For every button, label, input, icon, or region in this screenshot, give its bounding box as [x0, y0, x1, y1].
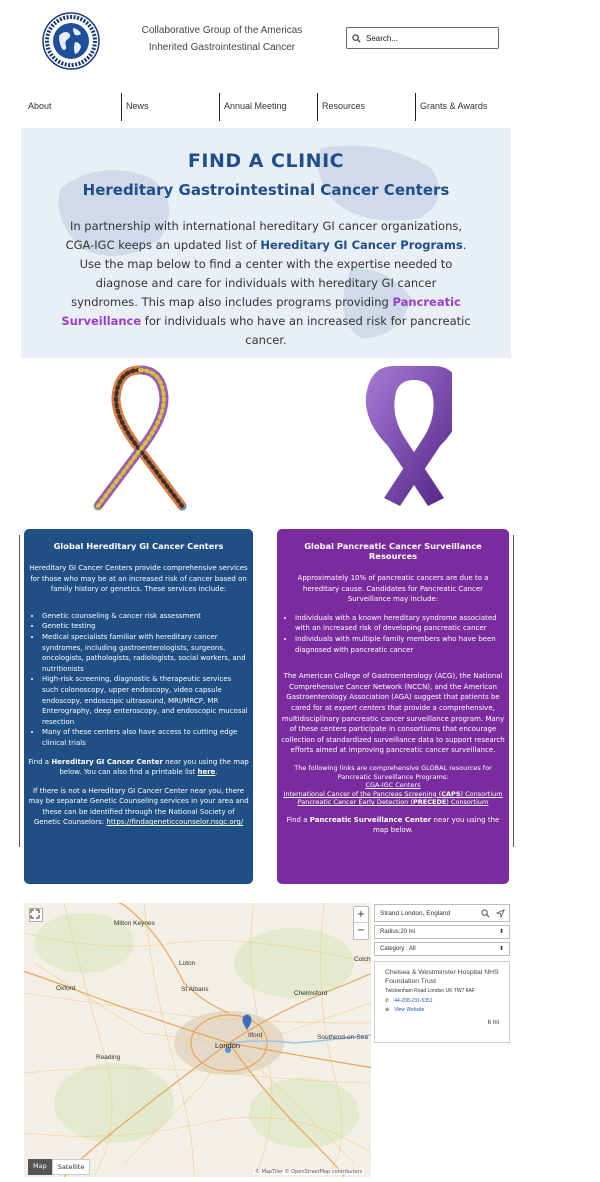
zoom-in-button[interactable]: +: [354, 907, 368, 923]
panc-card-intro: Approximately 10% of pancreatic cancers are due to a hereditary cause. Candidates for Pancreatic Cancer Surveillance may include:: [297, 574, 489, 604]
hero-text-3: for individuals who have an increased risk for pancreatic cancer.: [141, 314, 471, 347]
multicolor-awareness-ribbon-image: [72, 362, 208, 514]
panc-acg-text: [281, 671, 505, 756]
precede-link-text-a: Pancreatic Cancer Early Detection (: [297, 798, 414, 807]
gi-services-list: [28, 611, 249, 749]
globe-icon: ⊕: [385, 1007, 390, 1014]
map-label-st-albans: St Albans: [181, 986, 209, 993]
list-item: • Individuals with a known hereditary syndrome associated with an increased risk of developing pancreatic cancer: [295, 613, 505, 634]
panc-acg-text-1: The American College of Gastroenterology (ACG), the National Comprehensive Cancer Network (NCCN), and the American Gastroenterology Association (AGA) suggest that patients be cared for at: [283, 672, 503, 712]
gi-find-bold: Hereditary GI Cancer Center: [51, 757, 163, 766]
pancreatic-surveillance-card: [277, 529, 509, 884]
cga-igc-logo[interactable]: [42, 12, 100, 70]
hero-highlight-gi-programs: Hereditary GI Cancer Programs: [260, 238, 463, 252]
nav-grants-awards[interactable]: Grants & Awards: [420, 101, 488, 111]
hero-section: [21, 128, 511, 358]
fullscreen-button[interactable]: [29, 908, 43, 922]
purple-pancreatic-ribbon-image: [336, 362, 452, 512]
caps-link-text-b: CAPS: [441, 789, 461, 798]
map-type-satellite-button[interactable]: Satellite: [52, 1159, 91, 1175]
nav-annual-meeting[interactable]: Annual Meeting: [220, 93, 318, 121]
phone-icon: ✆: [385, 998, 390, 1005]
select-arrows-icon: ⬍: [498, 946, 504, 952]
map-type-map-button[interactable]: Map: [28, 1159, 52, 1175]
list-item: • Individuals with multiple family members who have been diagnosed with pancreatic cancer: [295, 634, 505, 655]
panc-candidates-list: [281, 613, 505, 655]
main-nav: [24, 93, 514, 121]
caps-link-text-c: ) Consortium: [460, 789, 503, 798]
map-label-oxford: Oxford: [56, 985, 76, 992]
nav-news[interactable]: News: [122, 93, 220, 121]
precede-consortium-link[interactable]: [281, 798, 505, 807]
gi-gc-text: If there is not a Hereditary GI Cancer Center near you, there may be separate Genetic Counseling services in your area and these can be identified through the National Society of Genetic Counselors:: [28, 786, 249, 827]
location-search-box[interactable]: [374, 904, 510, 922]
clinic-distance: 6 mi: [487, 1020, 499, 1026]
search-icon[interactable]: [481, 909, 490, 918]
hero-description: [61, 217, 471, 350]
radius-value: Radius:20 mi: [380, 929, 416, 935]
list-item: • Medical specialists familiar with hereditary cancer syndromes, including gastroenterologists, surgeons, oncologists, pathologists, radiologists, social workers, and nutritionists: [42, 632, 249, 674]
panc-acg-text-2: that provide a comprehensive, multidisciplinary pancreatic cancer surveillance program. Many of these centers participate in consortiums that encourage collection of standardized surveillance data to support research efforts aimed at improving pancreatic cancer surveillance.: [281, 703, 505, 755]
clinic-website-row[interactable]: [385, 1007, 499, 1013]
clinic-phone[interactable]: 44-208-231-5351: [394, 998, 433, 1005]
clinic-map[interactable]: [24, 903, 371, 1177]
panc-find-text-2: near you using the map below.: [372, 815, 500, 835]
search-icon: [352, 34, 361, 43]
gi-find-text-3: .: [215, 768, 218, 777]
org-name-line-2: Inherited Gastrointestinal Cancer: [148, 42, 296, 53]
panc-find-bold: Pancreatic Surveillance Center: [309, 815, 432, 824]
clinic-website-link[interactable]: View Website: [394, 1007, 425, 1014]
map-label-southend: Southend-on-Sea: [317, 1034, 368, 1041]
hero-text-1: In partnership with international hereditary GI cancer organizations, CGA-IGC keeps an updated list of: [65, 219, 463, 252]
clinic-address: Twickenham Road London UK TW7 6AF: [385, 988, 475, 995]
zoom-out-button[interactable]: −: [356, 925, 366, 936]
map-attribution: © MapTiler © OpenStreetMap contributors: [255, 1169, 363, 1175]
page-subtitle: Hereditary Gastrointestinal Cancer Centers: [82, 181, 450, 199]
locate-me-icon[interactable]: [496, 909, 505, 918]
panc-find-text: [281, 815, 505, 836]
clinic-result-item[interactable]: [374, 961, 510, 1043]
gi-find-text: [28, 757, 249, 778]
caps-consortium-link[interactable]: [281, 790, 505, 799]
caps-link-text-a: International Cancer of the Pancreas Screening (: [283, 789, 442, 798]
page-title: FIND A CLINIC: [187, 150, 345, 172]
gi-card-intro: Hereditary GI Cancer Centers provide comprehensive services for those who may be at an increased risk of cancer based on family history or genetics. These services include:: [29, 564, 248, 594]
list-item: • Genetic counseling & cancer risk assessment: [42, 611, 249, 622]
gi-card-title: Global Hereditary GI Cancer Centers: [53, 541, 224, 551]
search-box[interactable]: [346, 27, 499, 49]
list-item: • Genetic testing: [42, 621, 249, 632]
panc-find-text-1: Find a: [286, 815, 310, 824]
search-input[interactable]: [366, 34, 486, 43]
map-label-ilford: Ilford: [248, 1032, 263, 1039]
panc-links-intro: The following links are comprehensive GLOBAL resources for Pancreatic Surveillance Programs:: [294, 763, 492, 781]
map-label-reading: Reading: [96, 1054, 121, 1061]
category-value: Category : All: [380, 946, 416, 952]
list-item: • Many of these centers also have access to cutting edge clinical trials: [42, 727, 249, 748]
hero-text-2: . Use the map below to find a center with the expertise needed to diagnose and care for individuals with hereditary GI cancer syndromes. This map also includes programs providing: [71, 238, 467, 309]
list-item: • High-risk screening, diagnostic & therapeutic services such colonoscopy, upper endoscopy, video capsule endoscopy, endoscopic ultrasound, MRI/MRCP, MR Enterography, deep enteroscopy, and endoscopic mucosal resection: [42, 674, 249, 727]
hero-highlight-pancreatic: Pancreatic Surveillance: [61, 295, 461, 328]
clinic-name: Chelsea & Westminster Hospital NHS Foundation Trust: [385, 969, 499, 985]
zoom-controls: [353, 906, 369, 940]
precede-link-text-c: ) Consortium: [446, 798, 489, 807]
select-arrows-icon: ⬍: [498, 929, 504, 935]
radius-select[interactable]: [374, 925, 510, 939]
fullscreen-icon: [30, 909, 40, 919]
cga-igc-centers-link[interactable]: CGA-IGC Centers: [365, 781, 421, 790]
map-label-london: London: [215, 1041, 241, 1050]
printable-list-link[interactable]: here: [197, 768, 216, 777]
gi-genetic-counseling-text: [28, 786, 249, 828]
nav-about[interactable]: About: [24, 93, 122, 121]
divider-line-right: [513, 535, 514, 847]
gi-cancer-centers-card: [24, 529, 253, 884]
category-select[interactable]: [374, 942, 510, 956]
gi-find-text-2: near you using the map below. You can also find a printable list: [59, 757, 249, 777]
panc-acg-italic: expert centers: [334, 703, 386, 712]
map-label-colchester: Colch: [354, 956, 371, 963]
map-label-chelmsford: Chelmsford: [294, 990, 328, 997]
org-name-line-1: Collaborative Group of the Americas: [141, 25, 303, 36]
nav-resources[interactable]: Resources: [318, 93, 416, 121]
organization-name: [124, 22, 320, 56]
panc-links-list: [281, 781, 505, 807]
panc-card-title: Global Pancreatic Cancer Surveillance Resources: [304, 541, 482, 561]
map-label-luton: Luton: [179, 960, 196, 967]
nsgc-link[interactable]: https://findageneticcounselor.nsgc.org/: [106, 818, 244, 827]
precede-link-text-b: PRECEDE: [413, 798, 447, 807]
gi-find-text-1: Find a: [28, 757, 52, 766]
clinic-phone-row[interactable]: [385, 998, 499, 1004]
divider-line-left: [19, 535, 20, 847]
location-input[interactable]: [380, 910, 475, 917]
map-type-toggle: [28, 1159, 90, 1175]
map-label-milton-keynes: Milton Keynes: [114, 920, 155, 927]
